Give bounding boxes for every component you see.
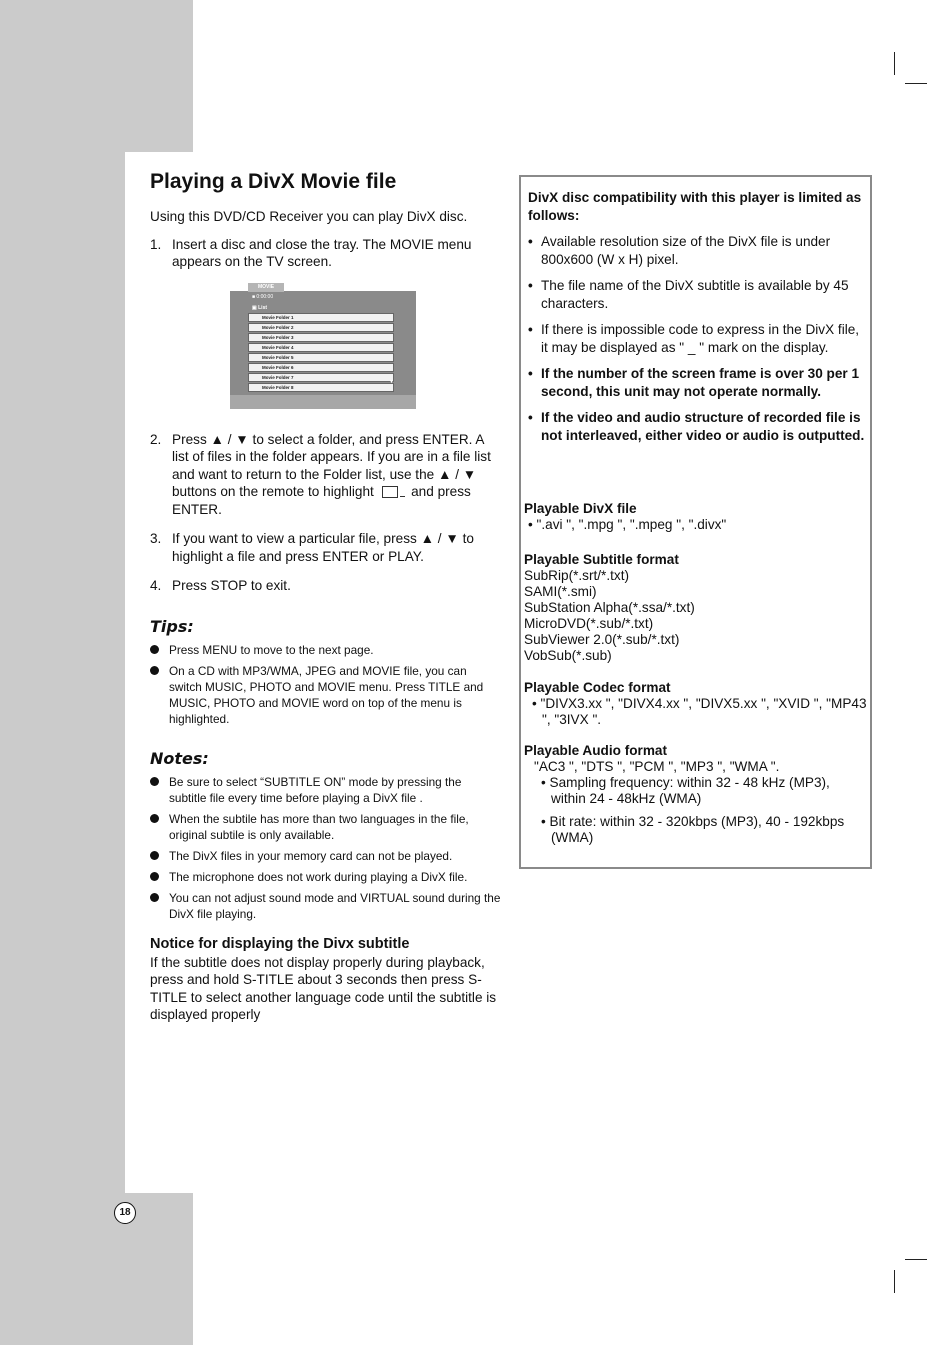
note-text: When the subtile has more than two languages in the file, original subtile is only available. bbox=[169, 811, 469, 842]
step-item bbox=[150, 236, 502, 271]
audio-format-item: • Bit rate: within 32 - 320kbps (MP3), 40 - 192kbps (WMA) bbox=[541, 814, 845, 845]
note-item bbox=[150, 869, 502, 885]
compatibility-item bbox=[528, 365, 866, 400]
page-title: Playing a DivX Movie file bbox=[150, 170, 397, 193]
folder-row: Movie Folder 3 bbox=[248, 333, 394, 342]
time-value: 0:00:00 bbox=[256, 293, 274, 300]
margin-band-left bbox=[0, 152, 125, 1193]
compatibility-item bbox=[528, 277, 866, 312]
crop-mark bbox=[894, 52, 895, 75]
intro-text: Using this DVD/CD Receiver you can play DivX disc. bbox=[150, 209, 468, 224]
notes-list bbox=[150, 774, 502, 922]
playable-file-text: • ".avi ", ".mpg ", ".mpeg ", ".divx" bbox=[528, 517, 727, 532]
note-item bbox=[150, 811, 502, 843]
tips-list bbox=[150, 642, 502, 727]
subtitle-format-line: SAMI(*.smi) bbox=[524, 584, 597, 599]
crop-mark bbox=[905, 83, 927, 84]
step-number: 4. bbox=[150, 578, 162, 593]
step-text-part: and press ENTER. bbox=[172, 484, 471, 517]
bullet-icon: • bbox=[528, 410, 533, 425]
folder-row: Movie Folder 7 bbox=[248, 373, 394, 382]
bullet-icon: • bbox=[528, 322, 533, 337]
folder-list bbox=[248, 313, 394, 394]
audio-format-heading: Playable Audio format bbox=[524, 743, 668, 758]
folder-row: Movie Folder 2 bbox=[248, 323, 394, 332]
folder-row: Movie Folder 8 bbox=[248, 383, 394, 392]
page-number: 18 bbox=[114, 1202, 136, 1224]
folder-row: Movie Folder 1 bbox=[248, 313, 394, 322]
margin-band-top bbox=[0, 0, 193, 152]
list-header bbox=[252, 305, 267, 311]
step-text: If you want to view a particular file, press ▲ / ▼ to highlight a file and press ENTER or PLAY. bbox=[172, 531, 474, 564]
crop-mark bbox=[894, 1270, 895, 1293]
folder-row: Movie Folder 4 bbox=[248, 343, 394, 352]
compatibility-text: If there is impossible code to express in the DivX file, it may be displayed as " _ " mark on the display. bbox=[541, 322, 860, 355]
audio-format-section bbox=[524, 743, 868, 853]
compatibility-text: If the video and audio structure of recorded file is not interleaved, either video or audio is outputted. bbox=[541, 410, 865, 443]
bullet-icon: • bbox=[528, 234, 533, 249]
step-item bbox=[150, 431, 502, 519]
codec-format-section bbox=[524, 680, 868, 728]
bullet-icon bbox=[150, 645, 159, 654]
compatibility-box bbox=[519, 175, 872, 869]
folder-row: Movie Folder 6 bbox=[248, 363, 394, 372]
subtitle-format-line: SubViewer 2.0(*.sub/*.txt) bbox=[524, 632, 680, 647]
compatibility-text: If the number of the screen frame is over 30 per 1 second, this unit may not operate normally. bbox=[541, 366, 860, 399]
folder-row: Movie Folder 5 bbox=[248, 353, 394, 362]
step-number: 3. bbox=[150, 531, 162, 546]
step-number: 1. bbox=[150, 236, 162, 252]
subtitle-format-line: VobSub(*.sub) bbox=[524, 648, 612, 663]
steps-list bbox=[150, 236, 502, 271]
note-item bbox=[150, 848, 502, 864]
time-readout: ■ 0:00:00 bbox=[252, 293, 274, 300]
bullet-icon bbox=[150, 872, 159, 881]
scroll-down-icon: ▼ bbox=[389, 378, 394, 385]
playable-file-heading: Playable DivX file bbox=[524, 501, 637, 516]
step-item bbox=[150, 577, 502, 595]
subtitle-format-section bbox=[524, 552, 868, 664]
compatibility-list bbox=[528, 233, 866, 444]
tip-item bbox=[150, 663, 502, 727]
audio-format-item: • Sampling frequency: within 32 - 48 kHz (MP3), within 24 - 48kHz (WMA) bbox=[541, 775, 830, 806]
crop-mark bbox=[905, 1259, 927, 1260]
compatibility-content bbox=[528, 189, 866, 453]
tip-text: Press MENU to move to the next page. bbox=[169, 642, 374, 657]
compatibility-text: The file name of the DivX subtitle is available by 45 characters. bbox=[541, 278, 849, 311]
note-text: You can not adjust sound mode and VIRTUAL sound during the DivX file playing. bbox=[169, 890, 501, 921]
subtitle-format-heading: Playable Subtitle format bbox=[524, 552, 679, 567]
compatibility-item bbox=[528, 321, 866, 356]
note-text: Be sure to select “SUBTITLE ON” mode by pressing the subtitle file every time before playing a DivX file . bbox=[169, 774, 462, 805]
folder-icon: ▣ bbox=[252, 304, 257, 311]
step-item bbox=[150, 530, 502, 565]
bullet-icon bbox=[150, 666, 159, 675]
notice-text: If the subtitle does not display properly during playback, press and hold S-TITLE about 3 seconds then press S-TITLE to select another language code until the subtitle is displayed properly bbox=[150, 954, 497, 1022]
step-text bbox=[172, 431, 502, 519]
folder-up-icon bbox=[382, 486, 398, 498]
movie-tab: MOVIE bbox=[248, 283, 284, 292]
note-text: The microphone does not work during playing a DivX file. bbox=[169, 869, 468, 884]
list-label: List bbox=[258, 304, 268, 311]
bullet-icon bbox=[150, 777, 159, 786]
step-text-part: Press ▲ / ▼ to select a folder, and press ENTER. A list of files in the folder appears. If you are in a file list and want to return to the Folder list, use the ▲ / ▼ buttons on the remote to highlight bbox=[172, 431, 491, 499]
note-item bbox=[150, 890, 502, 922]
compatibility-lead: DivX disc compatibility with this player is limited as follows: bbox=[528, 190, 862, 223]
audio-format-text: "AC3 ", "DTS ", "PCM ", "MP3 ", "WMA ". bbox=[534, 759, 780, 774]
tip-text: On a CD with MP3/WMA, JPEG and MOVIE file, you can switch MUSIC, PHOTO and MOVIE menu. Press TITLE and MUSIC, PHOTO and MOVIE word on top of the menu is highlighted. bbox=[169, 663, 484, 726]
notice-heading: Notice for displaying the Divx subtitle bbox=[150, 935, 410, 952]
movie-menu-screenshot bbox=[230, 283, 416, 409]
notes-heading: Notes: bbox=[150, 748, 209, 768]
margin-band-bottom bbox=[0, 1193, 193, 1345]
tip-item bbox=[150, 642, 502, 658]
codec-format-text: • "DIVX3.xx ", "DIVX4.xx ", "DIVX5.xx ", "XVID ", "MP43 ", "3IVX ". bbox=[532, 696, 867, 727]
bullet-icon bbox=[150, 893, 159, 902]
compatibility-text: Available resolution size of the DivX file is under 800x600 (W x H) pixel. bbox=[541, 234, 831, 267]
bullet-icon: • bbox=[528, 366, 533, 381]
compatibility-item bbox=[528, 233, 866, 268]
subtitle-format-line: SubRip(*.srt/*.txt) bbox=[524, 568, 629, 583]
tips-heading: Tips: bbox=[150, 616, 194, 636]
note-item bbox=[150, 774, 502, 806]
bullet-icon bbox=[150, 851, 159, 860]
steps-list-continued bbox=[150, 431, 502, 595]
screen-bottom-bar bbox=[230, 395, 416, 409]
step-number: 2. bbox=[150, 431, 162, 447]
compatibility-item bbox=[528, 409, 866, 444]
subtitle-format-line: SubStation Alpha(*.ssa/*.txt) bbox=[524, 600, 695, 615]
playable-file-section bbox=[524, 501, 868, 533]
step-text: Press STOP to exit. bbox=[172, 578, 291, 593]
codec-format-heading: Playable Codec format bbox=[524, 680, 671, 695]
left-column bbox=[150, 170, 502, 1024]
step-text: Insert a disc and close the tray. The MOVIE menu appears on the TV screen. bbox=[172, 236, 472, 269]
subtitle-format-line: MicroDVD(*.sub/*.txt) bbox=[524, 616, 654, 631]
bullet-icon bbox=[150, 814, 159, 823]
note-text: The DivX files in your memory card can not be played. bbox=[169, 848, 453, 863]
bullet-icon: • bbox=[528, 278, 533, 293]
